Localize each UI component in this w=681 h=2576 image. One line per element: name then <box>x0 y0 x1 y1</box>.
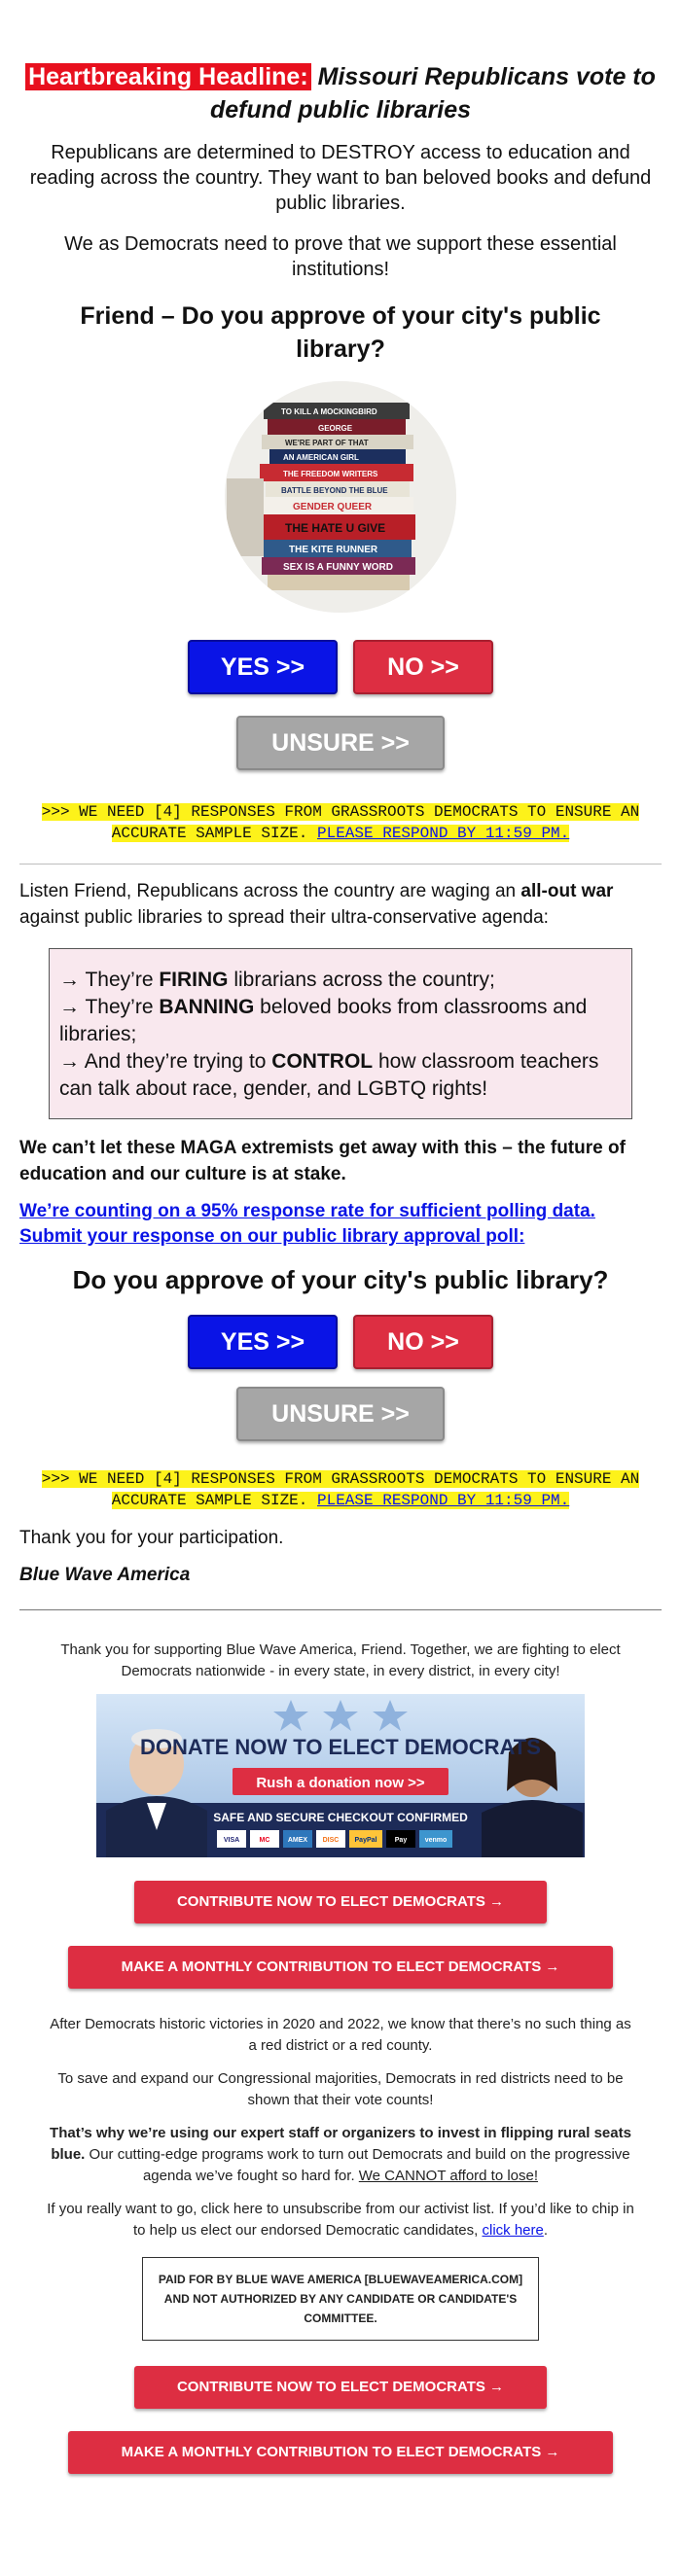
signature: Blue Wave America <box>19 1565 191 1585</box>
list-item <box>59 1048 622 1103</box>
list-item-text: beloved books from classrooms and libraries; <box>59 996 588 1045</box>
no-button-2[interactable]: NO >> <box>353 1315 493 1369</box>
respond-by-link-2[interactable]: PLEASE RESPOND BY 11:59 PM. <box>317 1492 570 1509</box>
footer-paragraph-4 <box>19 2199 662 2241</box>
respond-by-link[interactable]: PLEASE RESPOND BY 11:59 PM. <box>317 825 570 842</box>
card-label: PayPal <box>354 1837 377 1844</box>
card-label: DISC <box>322 1837 340 1844</box>
list-item-bold: CONTROL <box>271 1050 374 1073</box>
book-title: AN AMERICAN GIRL <box>283 453 359 462</box>
para-bold: all-out war <box>520 881 614 901</box>
unsure-button[interactable]: UNSURE >> <box>236 716 445 770</box>
poll-buttons-row-2 <box>19 1315 662 1369</box>
book-title: THE HATE U GIVE <box>285 521 386 535</box>
book-title: TO KILL A MOCKINGBIRD <box>281 407 377 416</box>
book-title: THE FREEDOM WRITERS <box>283 470 378 478</box>
divider <box>19 864 662 865</box>
monthly-contribution-button[interactable]: MAKE A MONTHLY CONTRIBUTION TO ELECT DEMOCRATS → <box>68 1946 613 1989</box>
card-label: Pay <box>394 1837 408 1844</box>
monthly-contribution-button-2[interactable]: MAKE A MONTHLY CONTRIBUTION TO ELECT DEMOCRATS → <box>68 2431 613 2474</box>
contribute-button-2[interactable]: CONTRIBUTE NOW TO ELECT DEMOCRATS → <box>134 2366 547 2409</box>
urgent-text: >>> WE NEED [4] RESPONSES FROM GRASSROOTS DEMOCRATS TO ENSURE AN ACCURATE SAMPLE SIZE. <box>41 803 640 842</box>
footer-paragraph-3 <box>19 2123 662 2187</box>
para-text: Listen Friend, Republicans across the country are waging an <box>19 881 521 901</box>
headline-text: Missouri Republicans vote to defund public libraries <box>209 63 656 124</box>
footer-divider <box>19 1609 662 1610</box>
bold-paragraph: We can’t let these MAGA extremists get away with this – the future of education and our culture is at stake. <box>19 1138 626 1184</box>
click-here-link[interactable]: click here <box>482 2222 544 2239</box>
book-spine <box>268 575 410 590</box>
intro-text: Republicans are determined to DESTROY access to education and reading across the country. They want to ban beloved books and defund public libraries. <box>29 142 652 214</box>
yes-button[interactable]: YES >> <box>188 640 338 694</box>
footer-text: . <box>543 2222 549 2239</box>
card-label: AMEX <box>287 1837 308 1844</box>
book-title: BATTLE BEYOND THE BLUE <box>281 486 388 495</box>
contribute-button[interactable]: CONTRIBUTE NOW TO ELECT DEMOCRATS → <box>134 1881 547 1923</box>
list-item-bold: BANNING <box>159 996 255 1018</box>
unsure-button-row <box>19 716 662 770</box>
list-item <box>59 967 622 994</box>
banner-donate-label: Rush a donation now >> <box>256 1775 425 1791</box>
book-pages <box>227 478 264 556</box>
headline-label: Heartbreaking Headline: <box>25 63 311 90</box>
yes-button-2[interactable]: YES >> <box>188 1315 338 1369</box>
footer-bold-text: That’s why we’re using our expert staff or organizers to invest in flipping rural seats blue. <box>50 2125 631 2163</box>
email-page <box>0 60 681 2576</box>
no-button[interactable]: NO >> <box>353 640 493 694</box>
card-label: VISA <box>223 1837 240 1844</box>
intro-text-2: We as Democrats need to prove that we support these essential institutions! <box>64 233 617 280</box>
poll-buttons-row <box>19 640 662 694</box>
unsure-button-2[interactable]: UNSURE >> <box>236 1387 445 1441</box>
banner-art <box>96 1694 585 1857</box>
footer <box>19 1640 662 2474</box>
paid-for-disclaimer: PAID FOR BY BLUE WAVE AMERICA [BLUEWAVEAMERICA.COM] AND NOT AUTHORIZED BY ANY CANDIDATE OR CANDIDATE'S COMMITTEE. <box>142 2257 539 2341</box>
headline <box>19 60 662 126</box>
urgent-notice-2 <box>19 1468 662 1511</box>
unsubscribe-text: If you really want to go, click here to unsubscribe from our activist list. If you’d like to chip in to help us elect our endorsed Democratic candidates, <box>47 2201 634 2239</box>
list-item-bold: FIRING <box>159 969 229 991</box>
urgent-text: >>> WE NEED [4] RESPONSES FROM GRASSROOTS DEMOCRATS TO ENSURE AN ACCURATE SAMPLE SIZE. <box>41 1470 640 1509</box>
urgent-notice <box>19 801 662 844</box>
banner-title: DONATE NOW TO ELECT DEMOCRATS <box>140 1735 541 1759</box>
book-stack-illustration <box>225 381 456 613</box>
thanks-text: Thank you for your participation. <box>19 1528 284 1548</box>
list-item-text: And they’re trying to <box>84 1050 272 1073</box>
intro-paragraph <box>19 878 662 931</box>
support-text: Thank you for supporting Blue Wave America, Friend. Together, we are fighting to elect Democrats nationwide - in every state, in every district, in every city! <box>60 1641 621 1679</box>
card-label: venmo <box>424 1837 448 1844</box>
unsure-button-row-2 <box>19 1387 662 1441</box>
footer-underline-text: We CANNOT afford to lose! <box>358 2168 539 2184</box>
donate-banner[interactable] <box>96 1694 585 1857</box>
question-2: Do you approve of your city's public library? <box>72 1265 609 1294</box>
book-title: THE KITE RUNNER <box>289 545 378 555</box>
book-title: GENDER QUEER <box>293 502 373 512</box>
para-text: against public libraries to spread their ultra-conservative agenda: <box>19 907 549 928</box>
question-title: Friend – Do you approve of your city's public library? <box>80 302 601 363</box>
list-item <box>59 994 622 1048</box>
footer-paragraph-1: After Democrats historic victories in 2020 and 2022, we know that there’s no such thing as a red district or a red county. <box>50 2016 631 2054</box>
list-item-text: librarians across the country; <box>228 969 495 991</box>
attack-list-box <box>49 948 632 1119</box>
book-stack-image <box>225 381 456 613</box>
list-item-text: They’re <box>85 996 160 1018</box>
book-title: GEORGE <box>318 424 353 433</box>
footer-text: Our cutting-edge programs work to turn out Democrats and build on the progressive agenda we’ve fought so hard for. <box>85 2146 630 2184</box>
poll-link[interactable]: We’re counting on a 95% response rate for sufficient polling data. Submit your response on our public library approval poll: <box>19 1201 595 1247</box>
footer-paragraph-2: To save and expand our Congressional majorities, Democrats in red districts need to be shown that their vote counts! <box>57 2070 624 2108</box>
card-label: MC <box>259 1837 270 1844</box>
book-title: WE'RE PART OF THAT <box>285 439 369 447</box>
list-item-text: how classroom teachers can talk about race, gender, and LGBTQ rights! <box>59 1050 599 1100</box>
book-title: SEX IS A FUNNY WORD <box>283 562 393 573</box>
arrow-icon: → <box>59 996 80 1018</box>
arrow-icon: → <box>59 1050 80 1073</box>
list-item-text: They’re <box>85 969 160 991</box>
arrow-icon: → <box>59 969 80 991</box>
banner-secure-text: SAFE AND SECURE CHECKOUT CONFIRMED <box>213 1811 468 1824</box>
